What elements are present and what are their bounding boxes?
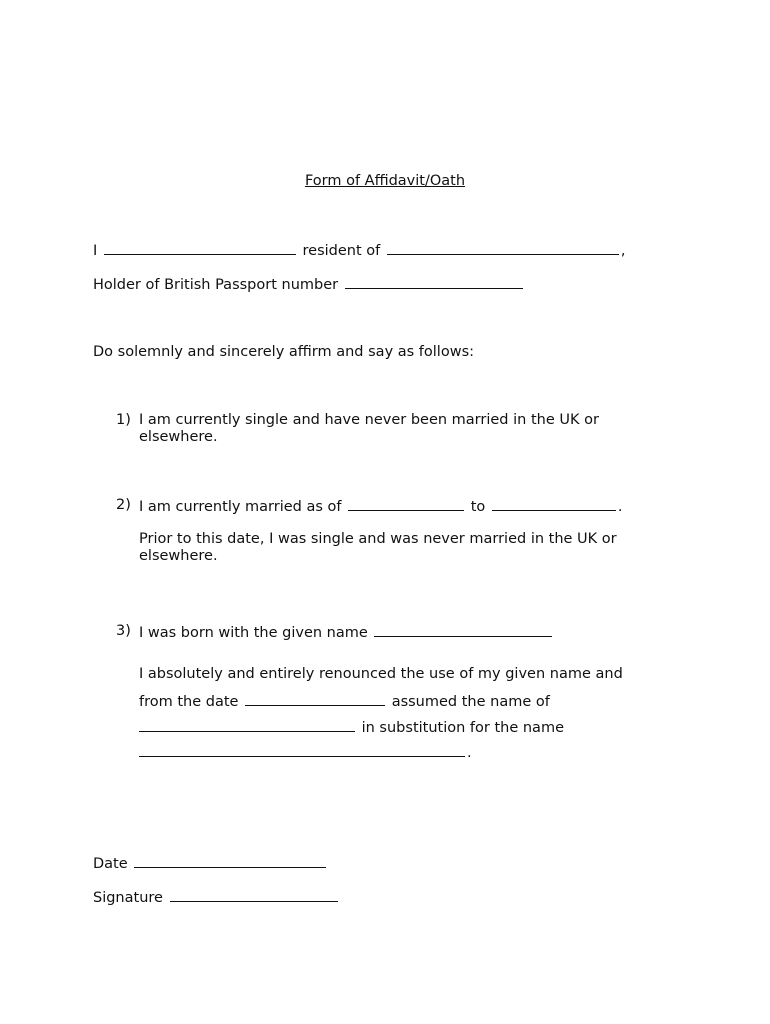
assumed-name-label: assumed the name of (391, 694, 550, 710)
given-name-blank[interactable] (374, 622, 552, 637)
item-2-line-3: elsewhere. (139, 548, 218, 564)
signature-label: Signature (93, 890, 163, 906)
item-3-line-1 (139, 622, 554, 642)
item-1-line-1: I am currently single and have never been married in the UK or (139, 412, 599, 428)
passport-label: Holder of British Passport number (93, 277, 339, 293)
date-line (93, 853, 328, 873)
intro-line (93, 240, 625, 260)
item-3-line-2: I absolutely and entirely renounced the use of my given name and (139, 666, 623, 682)
resident-of-label: resident of (302, 243, 381, 259)
comma: , (620, 243, 626, 259)
i-label: I (93, 243, 98, 259)
item-2-number: 2) (116, 497, 131, 513)
from-the-date-label: from the date (139, 694, 239, 710)
date-blank[interactable] (134, 853, 326, 868)
residence-blank[interactable] (387, 240, 619, 255)
married-from-date-blank[interactable] (348, 496, 464, 511)
married-as-of-label: I am currently married as of (139, 499, 342, 515)
item-1-number: 1) (116, 412, 131, 428)
name-blank[interactable] (104, 240, 296, 255)
born-with-name-label: I was born with the given name (139, 625, 368, 641)
item-2-line-2: Prior to this date, I was single and was never married in the UK or (139, 531, 617, 547)
item-2-line-1 (139, 496, 623, 516)
passport-line (93, 274, 525, 294)
passport-number-blank[interactable] (345, 274, 523, 289)
former-name-blank[interactable] (139, 742, 465, 757)
signature-line (93, 887, 340, 907)
period: . (617, 499, 623, 515)
assumed-name-blank[interactable] (139, 717, 355, 732)
period: . (467, 745, 472, 761)
substitution-label: in substitution for the name (361, 720, 564, 736)
item-3-number: 3) (116, 623, 131, 639)
spouse-name-blank[interactable] (492, 496, 616, 511)
item-3-line-5 (139, 742, 472, 762)
renounce-date-blank[interactable] (245, 691, 385, 706)
affirm-statement: Do solemnly and sincerely affirm and say as follows: (93, 344, 475, 360)
to-label: to (470, 499, 486, 515)
date-label: Date (93, 856, 128, 872)
signature-blank[interactable] (170, 887, 338, 902)
item-3-line-3 (139, 691, 550, 711)
item-1-line-2: elsewhere. (139, 429, 218, 445)
item-3-line-4 (139, 717, 564, 737)
document-title: Form of Affidavit/Oath (304, 173, 466, 189)
